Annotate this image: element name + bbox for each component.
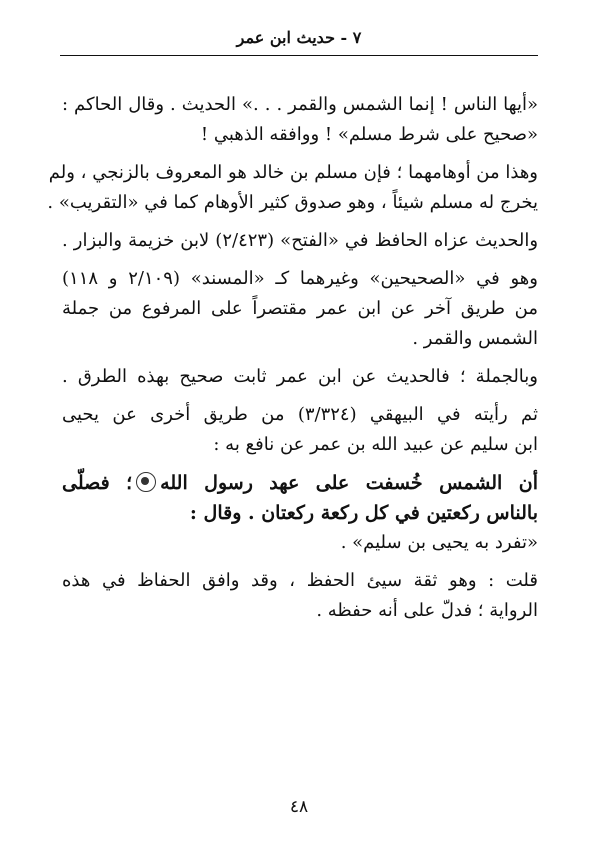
text-line: «صحيح على شرط مسلم» ! ووافقه الذهبي ! bbox=[200, 124, 538, 145]
text-line: وبالجملة ؛ فالحديث عن ابن عمر ثابت صحيح بهذه الطرق . bbox=[62, 366, 538, 387]
text-line: قلت : وهو ثقة سيئ الحفظ ، وقد وافق الحفاظ في هذه bbox=[62, 570, 538, 591]
header-rule bbox=[60, 55, 538, 56]
text-line: الرواية ؛ فدلّ على أنه حفظه . bbox=[316, 600, 538, 621]
hadith-text-end: ؛ فصلّى bbox=[62, 472, 133, 494]
text-line: «تفرد به يحيى بن سليم» . bbox=[340, 532, 538, 553]
text-line: ابن سليم عن عبيد الله بن عمر عن نافع به : bbox=[213, 434, 538, 455]
text-line: وهذا من أوهامهما ؛ فإن مسلم بن خالد هو المعروف بالزنجي ، ولم bbox=[48, 162, 538, 183]
page-number: ٤٨ bbox=[289, 797, 309, 817]
text-line: من طريق آخر عن ابن عمر مقتصراً على المرفوع من جملة bbox=[62, 298, 538, 319]
salutation-seal-icon bbox=[136, 472, 156, 492]
page-header-title: ٧ - حديث ابن عمر bbox=[236, 28, 362, 47]
hadith-line: بالناس ركعتين في كل ركعة ركعتان . وقال : bbox=[189, 502, 538, 524]
text-line: ثم رأيته في البيهقي (٣/٣٢٤) من طريق أخرى عن يحيى bbox=[62, 404, 538, 425]
text-line: يخرج له مسلم شيئاً ، وهو صدوق كثير الأوهام كما في «التقريب» . bbox=[47, 192, 538, 213]
hadith-line bbox=[62, 468, 538, 498]
text-line: والحديث عزاه الحافظ في «الفتح» (٢/٤٢٣) لابن خزيمة والبزار . bbox=[62, 230, 539, 251]
text-line: «أيها الناس ! إنما الشمس والقمر . . .» الحديث . وقال الحاكم : bbox=[62, 94, 538, 115]
page-body bbox=[47, 90, 539, 626]
text-line: وهو في «الصحيحين» وغيرهما كـ «المسند» (٢/١٠٩ و ١١٨) bbox=[62, 268, 538, 289]
hadith-text: أن الشمس خُسفت على عهد رسول الله bbox=[160, 472, 538, 494]
text-line: الشمس والقمر . bbox=[412, 328, 538, 349]
